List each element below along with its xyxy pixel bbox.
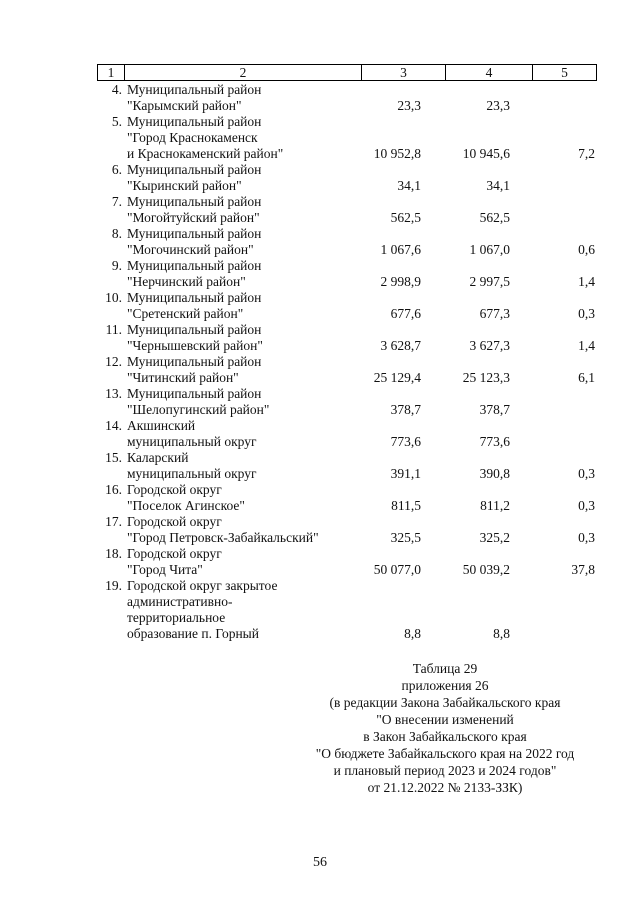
- row-name-line: Муниципальный район: [127, 290, 262, 305]
- row-value-col-3: 25 129,4: [373, 370, 421, 385]
- caption-line: (в редакции Закона Забайкальского края: [329, 695, 561, 710]
- row-name-line: Каларский: [127, 450, 189, 465]
- row-number: 12.: [105, 354, 122, 369]
- row-value-col-3: 50 077,0: [373, 562, 421, 577]
- row-name-line: Муниципальный район: [127, 354, 262, 369]
- row-name-line: "Поселок Агинское": [127, 498, 245, 513]
- row-value-col-5: 6,1: [578, 370, 595, 385]
- row-number: 13.: [105, 386, 122, 401]
- row-name: [127, 450, 377, 482]
- row-name: [127, 418, 377, 450]
- caption-line: от 21.12.2022 № 2133-ЗЗК): [367, 780, 523, 795]
- table-row: [0, 514, 640, 546]
- row-value-col-4: 1 067,0: [469, 242, 510, 257]
- row-number: 8.: [111, 226, 122, 241]
- row-name: [127, 322, 377, 354]
- row-name: [127, 226, 377, 258]
- row-name-line: Муниципальный район: [127, 194, 262, 209]
- row-name-line: муниципальный округ: [127, 434, 257, 449]
- row-value-col-4: 562,5: [479, 210, 510, 225]
- row-value-col-4: 23,3: [486, 98, 510, 113]
- table-row: [0, 114, 640, 162]
- row-value-col-4: 34,1: [486, 178, 510, 193]
- row-number: 17.: [105, 514, 122, 529]
- row-name: [127, 546, 377, 578]
- header-col-1: 1: [98, 65, 125, 80]
- caption-line: "О внесении изменений: [376, 712, 514, 727]
- row-name-line: образование п. Горный: [127, 626, 259, 641]
- row-name-line: Акшинский: [127, 418, 196, 433]
- row-name-line: "Нерчинский район": [127, 274, 246, 289]
- row-name-line: Муниципальный район: [127, 114, 262, 129]
- table-row: [0, 578, 640, 642]
- row-name-line: Муниципальный район: [127, 82, 262, 97]
- row-value-col-5: 1,4: [578, 338, 595, 353]
- row-name-line: муниципальный округ: [127, 466, 257, 481]
- row-name-line: "Сретенский район": [127, 306, 244, 321]
- row-name: [127, 578, 377, 642]
- row-value-col-3: 34,1: [397, 178, 421, 193]
- row-name-line: "Чернышевский район": [127, 338, 263, 353]
- row-value-col-5: 0,3: [578, 466, 595, 481]
- row-value-col-5: 0,3: [578, 306, 595, 321]
- table-row: [0, 258, 640, 290]
- row-name-line: "Могочинский район": [127, 242, 254, 257]
- row-name-line: Муниципальный район: [127, 258, 262, 273]
- row-name-line: "Читинский район": [127, 370, 239, 385]
- table-body: [0, 82, 640, 642]
- row-name: [127, 194, 377, 226]
- row-name-line: "Город Краснокаменск: [127, 130, 258, 145]
- table-row: [0, 194, 640, 226]
- row-name-line: и Краснокаменский район": [127, 146, 284, 161]
- table-header: [97, 64, 597, 81]
- caption-line: в Закон Забайкальского края: [363, 729, 527, 744]
- row-name-line: Муниципальный район: [127, 162, 262, 177]
- page-number: 56: [313, 855, 327, 870]
- row-value-col-4: 8,8: [493, 626, 510, 641]
- table-caption: [300, 660, 590, 796]
- header-col-4: 4: [446, 65, 533, 80]
- row-value-col-5: 7,2: [578, 146, 595, 161]
- caption-line: Таблица 29: [412, 661, 478, 676]
- caption-line: "О бюджете Забайкальского края на 2022 год: [315, 746, 575, 761]
- row-value-col-3: 391,1: [390, 466, 421, 481]
- row-number: 18.: [105, 546, 122, 561]
- row-value-col-3: 23,3: [397, 98, 421, 113]
- row-value-col-4: 2 997,5: [469, 274, 510, 289]
- row-name-line: Городской округ: [127, 546, 222, 561]
- row-name-line: "Карымский район": [127, 98, 242, 113]
- row-name: [127, 114, 377, 162]
- row-name: [127, 482, 377, 514]
- row-number: 16.: [105, 482, 122, 497]
- row-number: 7.: [111, 194, 122, 209]
- row-value-col-5: 37,8: [571, 562, 595, 577]
- row-value-col-4: 3 627,3: [469, 338, 510, 353]
- row-number: 19.: [105, 578, 122, 593]
- table-row: [0, 546, 640, 578]
- row-value-col-3: 811,5: [391, 498, 421, 513]
- row-name-line: "Город Чита": [127, 562, 203, 577]
- row-value-col-3: 562,5: [390, 210, 421, 225]
- row-value-col-3: 1 067,6: [380, 242, 421, 257]
- row-name-line: Городской округ: [127, 514, 222, 529]
- row-value-col-4: 25 123,3: [462, 370, 510, 385]
- row-value-col-5: 1,4: [578, 274, 595, 289]
- row-number: 4.: [111, 82, 122, 97]
- row-number: 15.: [105, 450, 122, 465]
- row-name-line: Городской округ: [127, 482, 222, 497]
- row-name: [127, 162, 377, 194]
- table-row: [0, 162, 640, 194]
- row-name: [127, 82, 377, 114]
- row-name: [127, 290, 377, 322]
- table-row: [0, 322, 640, 354]
- row-number: 11.: [105, 322, 122, 337]
- table-row: [0, 354, 640, 386]
- caption-line: и плановый период 2023 и 2024 годов": [333, 763, 557, 778]
- row-name-line: территориальное: [127, 610, 226, 625]
- header-col-2: 2: [125, 65, 362, 80]
- row-value-col-3: 325,5: [390, 530, 421, 545]
- row-value-col-4: 677,3: [479, 306, 510, 321]
- row-value-col-3: 378,7: [390, 402, 421, 417]
- row-name: [127, 258, 377, 290]
- row-name-line: Муниципальный район: [127, 322, 262, 337]
- row-name-line: "Город Петровск-Забайкальский": [127, 530, 319, 545]
- row-name-line: Муниципальный район: [127, 226, 262, 241]
- table-row: [0, 418, 640, 450]
- row-value-col-5: 0,3: [578, 530, 595, 545]
- row-name-line: Городской округ закрытое: [127, 578, 278, 593]
- row-name: [127, 514, 377, 546]
- row-value-col-5: 0,3: [578, 498, 595, 513]
- row-value-col-3: 3 628,7: [380, 338, 421, 353]
- row-value-col-3: 8,8: [404, 626, 421, 641]
- row-value-col-3: 2 998,9: [380, 274, 421, 289]
- row-number: 6.: [111, 162, 122, 177]
- header-col-3: 3: [362, 65, 446, 80]
- row-name-line: "Могойтуйский район": [127, 210, 260, 225]
- row-value-col-4: 325,2: [479, 530, 510, 545]
- row-number: 9.: [111, 258, 122, 273]
- row-value-col-5: 0,6: [578, 242, 595, 257]
- row-value-col-4: 390,8: [479, 466, 510, 481]
- caption-line: приложения 26: [401, 678, 489, 693]
- row-name-line: Муниципальный район: [127, 386, 262, 401]
- row-name: [127, 386, 377, 418]
- table-row: [0, 386, 640, 418]
- row-value-col-3: 10 952,8: [373, 146, 421, 161]
- row-value-col-4: 50 039,2: [462, 562, 510, 577]
- table-row: [0, 482, 640, 514]
- table-row: [0, 226, 640, 258]
- row-value-col-3: 677,6: [390, 306, 421, 321]
- row-value-col-4: 10 945,6: [462, 146, 510, 161]
- row-number: 10.: [105, 290, 122, 305]
- row-name: [127, 354, 377, 386]
- table-row: [0, 290, 640, 322]
- row-name-line: "Шелопугинский район": [127, 402, 270, 417]
- row-value-col-4: 378,7: [479, 402, 510, 417]
- header-col-5: 5: [561, 65, 568, 80]
- row-value-col-3: 773,6: [390, 434, 421, 449]
- row-number: 14.: [105, 418, 122, 433]
- row-name-line: административно-: [127, 594, 233, 609]
- table-row: [0, 82, 640, 114]
- table-row: [0, 450, 640, 482]
- row-name-line: "Кыринский район": [127, 178, 242, 193]
- row-number: 5.: [111, 114, 122, 129]
- row-value-col-4: 773,6: [479, 434, 510, 449]
- row-value-col-4: 811,2: [480, 498, 510, 513]
